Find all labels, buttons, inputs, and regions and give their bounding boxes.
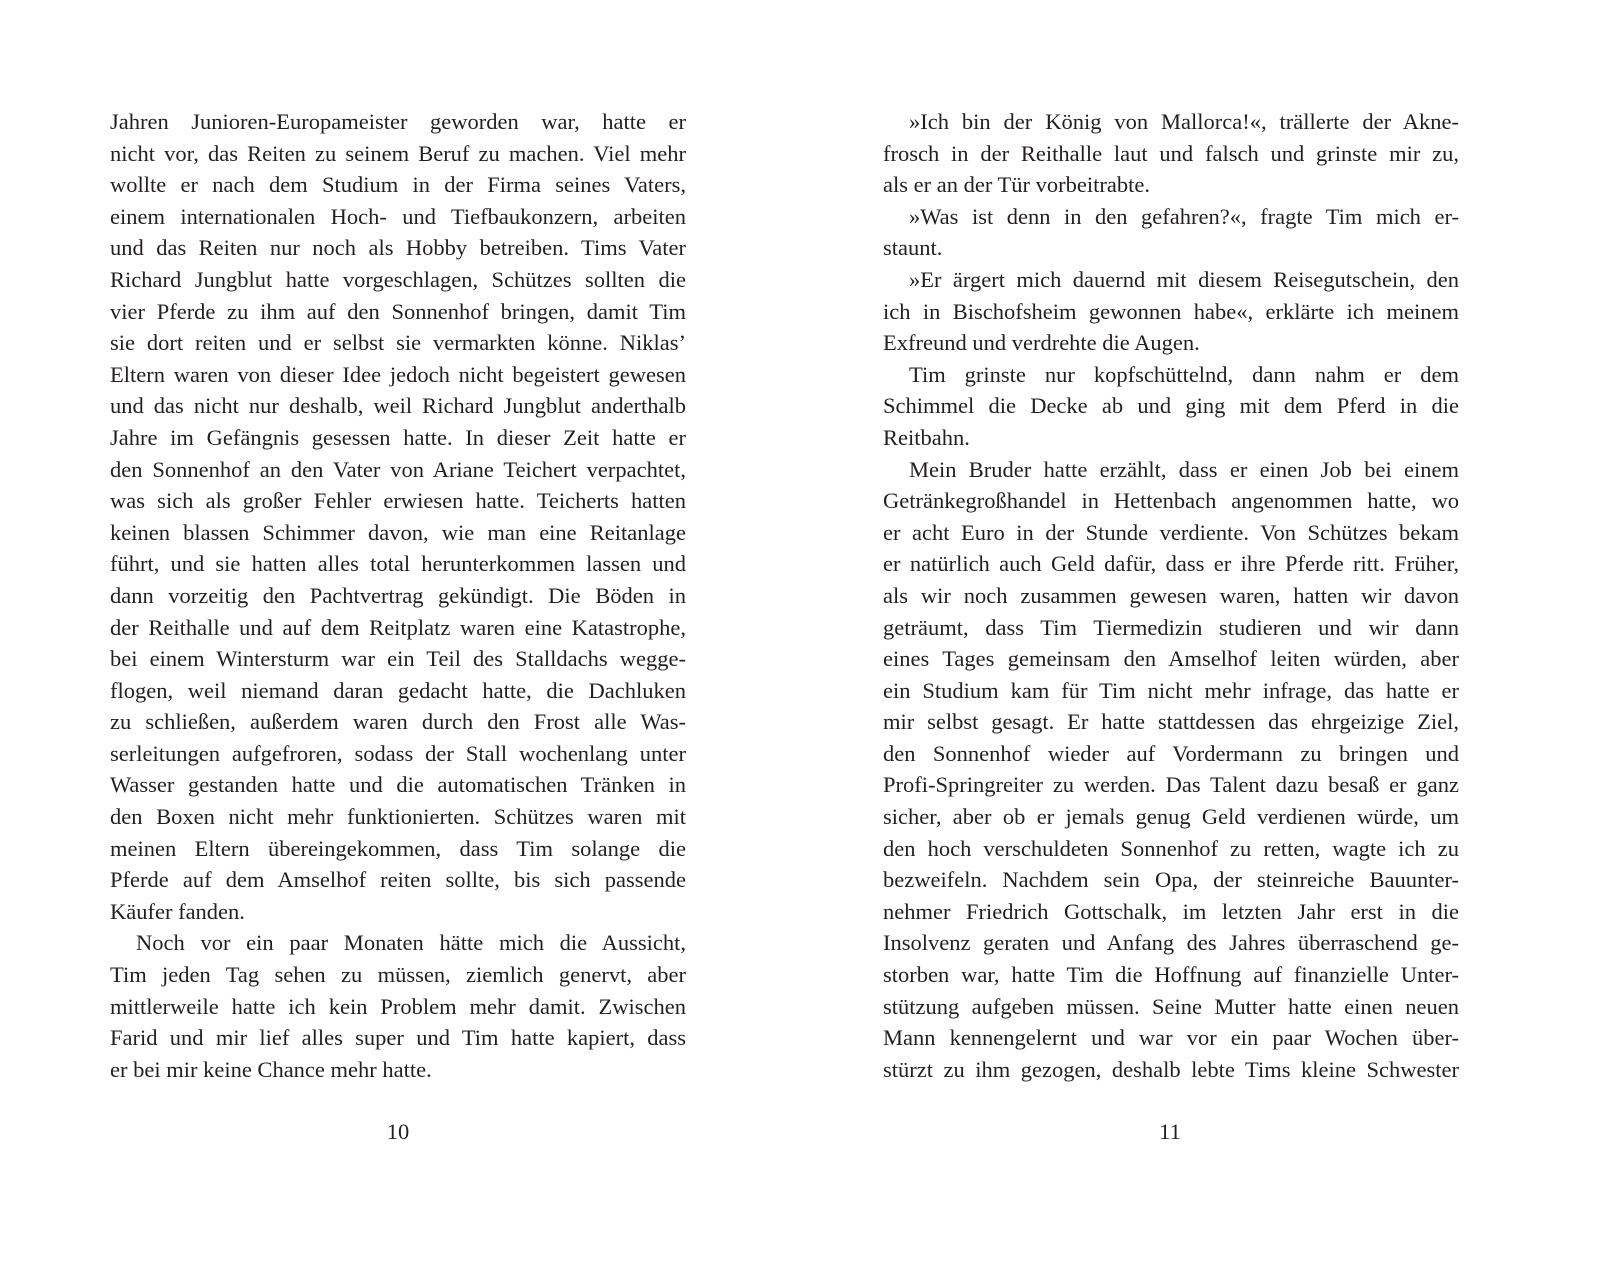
- text-line: den Sonnenhof an den Vater von Ariane Teichert verpachtet,: [110, 456, 686, 482]
- text-line: zu schließen, außerdem waren durch den Frost alle Was-: [110, 709, 686, 735]
- text-line: Farid und mir lief alles super und Tim hatte kapiert, dass: [110, 1025, 686, 1051]
- text-line: keinen blassen Schimmer davon, wie man eine Reitanlage: [110, 519, 686, 545]
- text-line: mir selbst gesagt. Er hatte stattdessen das ehrgeizige Ziel,: [883, 709, 1459, 735]
- text-line: Mein Bruder hatte erzählt, dass er einen Job bei einem: [909, 456, 1459, 482]
- text-line: staunt.: [883, 235, 943, 261]
- text-line: Pferde auf dem Amselhof reiten sollte, bis sich passende: [110, 867, 686, 893]
- text-line: geträumt, dass Tim Tiermedizin studieren und wir dann: [883, 614, 1459, 640]
- text-line: Eltern waren von dieser Idee jedoch nicht begeistert gewesen: [110, 361, 686, 387]
- text-line: er acht Euro in der Stunde verdiente. Von Schützes bekam: [883, 519, 1459, 545]
- text-line: vier Pferde zu ihm auf den Sonnenhof bringen, damit Tim: [110, 298, 686, 324]
- text-line: nehmer Friedrich Gottschalk, im letzten Jahr erst in die: [883, 898, 1459, 924]
- text-line: Wasser gestanden hatte und die automatischen Tränken in: [110, 772, 686, 798]
- text-line: »Ich bin der König von Mallorca!«, trällerte der Akne-: [909, 109, 1459, 134]
- text-line: Reitbahn.: [883, 424, 970, 450]
- text-line: den Boxen nicht mehr funktionierten. Schützes waren mit: [110, 804, 686, 830]
- text-line: Schimmel die Decke ab und ging mit dem Pferd in die: [883, 393, 1459, 419]
- text-line: Tim grinste nur kopfschüttelnd, dann nahm er dem: [909, 361, 1459, 387]
- paragraph: [883, 264, 1459, 359]
- text-line: sicher, aber ob er jemals genug Geld verdienen würde, um: [883, 804, 1459, 830]
- text-line: bei einem Wintersturm war ein Teil des Stalldachs wegge-: [110, 646, 686, 672]
- paragraph: [883, 454, 1459, 1086]
- paragraph: [110, 927, 686, 1085]
- text-line: flogen, weil niemand daran gedacht hatte, die Dachluken: [110, 677, 686, 703]
- text-line: einem internationalen Hoch- und Tiefbaukonzern, arbeiten: [110, 203, 686, 229]
- left-page-text: [110, 106, 686, 1085]
- text-line: eines Tages gemeinsam den Amselhof leiten würden, aber: [883, 646, 1459, 672]
- right-page-text: [883, 106, 1459, 1085]
- text-line: und das Reiten nur noch als Hobby betreiben. Tims Vater: [110, 235, 686, 261]
- text-line: Jahre im Gefängnis gesessen hatte. In dieser Zeit hatte er: [110, 424, 686, 450]
- text-line: Richard Jungblut hatte vorgeschlagen, Schützes sollten die: [110, 266, 686, 292]
- text-line: Tim jeden Tag sehen zu müssen, ziemlich genervt, aber: [110, 962, 686, 988]
- text-line: stürzt zu ihm gezogen, deshalb lebte Tims kleine Schwester: [883, 1056, 1459, 1082]
- text-line: mittlerweile hatte ich kein Problem mehr damit. Zwischen: [110, 993, 686, 1019]
- text-line: stützung aufgeben müssen. Seine Mutter hatte einen neuen: [883, 993, 1459, 1019]
- text-line: ein Studium kam für Tim nicht mehr infrage, das hatte er: [883, 677, 1459, 703]
- text-line: den hoch verschuldeten Sonnenhof zu retten, wagte ich zu: [883, 835, 1459, 861]
- paragraph: [110, 106, 686, 927]
- paragraph: [883, 201, 1459, 264]
- paragraph: [883, 359, 1459, 454]
- text-line: sie dort reiten und er selbst sie vermarkten könne. Niklas’: [110, 330, 686, 356]
- text-line: Mann kennengelernt und war vor ein paar Wochen über-: [883, 1025, 1459, 1051]
- text-line: was sich als großer Fehler erwiesen hatte. Teicherts hatten: [110, 488, 686, 514]
- text-line: Insolvenz geraten und Anfang des Jahres überraschend ge-: [883, 930, 1459, 956]
- text-line: und das nicht nur deshalb, weil Richard Jungblut anderthalb: [110, 393, 686, 419]
- page-number-right: 11: [1159, 1119, 1181, 1144]
- text-line: führt, und sie hatten alles total herunterkommen lassen und: [110, 551, 686, 577]
- text-line: »Was ist denn in den gefahren?«, fragte Tim mich er-: [909, 203, 1459, 229]
- text-line: er bei mir keine Chance mehr hatte.: [110, 1056, 432, 1082]
- text-line: dann vorzeitig den Pachtvertrag gekündigt. Die Böden in: [110, 582, 686, 608]
- text-line: als wir noch zusammen gewesen waren, hatten wir davon: [883, 582, 1459, 608]
- text-line: Getränkegroßhandel in Hettenbach angenommen hatte, wo: [883, 488, 1459, 514]
- text-line: meinen Eltern übereingekommen, dass Tim solange die: [110, 835, 686, 861]
- page-number-left: 10: [386, 1119, 410, 1144]
- paragraph: [883, 106, 1459, 201]
- text-line: als er an der Tür vorbeitrabte.: [883, 172, 1150, 198]
- text-line: ich in Bischofsheim gewonnen habe«, erklärte ich meinem: [883, 298, 1459, 324]
- text-line: der Reithalle und auf dem Reitplatz waren eine Katastrophe,: [110, 614, 686, 640]
- text-line: serleitungen aufgefroren, sodass der Stall wochenlang unter: [110, 740, 686, 766]
- text-line: Noch vor ein paar Monaten hätte mich die Aussicht,: [136, 930, 686, 956]
- text-line: er natürlich auch Geld dafür, dass er ihre Pferde ritt. Früher,: [883, 551, 1459, 577]
- text-line: Käufer fanden.: [110, 898, 245, 924]
- text-line: frosch in der Reithalle laut und falsch und grinste mir zu,: [883, 140, 1459, 166]
- text-line: storben war, hatte Tim die Hoffnung auf finanzielle Unter-: [883, 962, 1459, 988]
- text-line: Exfreund und verdrehte die Augen.: [883, 330, 1200, 356]
- text-line: bezweifeln. Nachdem sein Opa, der steinreiche Bauunter-: [883, 867, 1459, 893]
- text-line: Profi-Springreiter zu werden. Das Talent dazu besaß er ganz: [883, 772, 1459, 798]
- text-line: Jahren Junioren-Europameister geworden war, hatte er: [110, 109, 686, 134]
- text-line: nicht vor, das Reiten zu seinem Beruf zu machen. Viel mehr: [110, 140, 686, 166]
- text-line: »Er ärgert mich dauernd mit diesem Reisegutschein, den: [909, 266, 1459, 292]
- text-line: den Sonnenhof wieder auf Vordermann zu bringen und: [883, 740, 1459, 766]
- text-line: wollte er nach dem Studium in der Firma seines Vaters,: [110, 172, 686, 198]
